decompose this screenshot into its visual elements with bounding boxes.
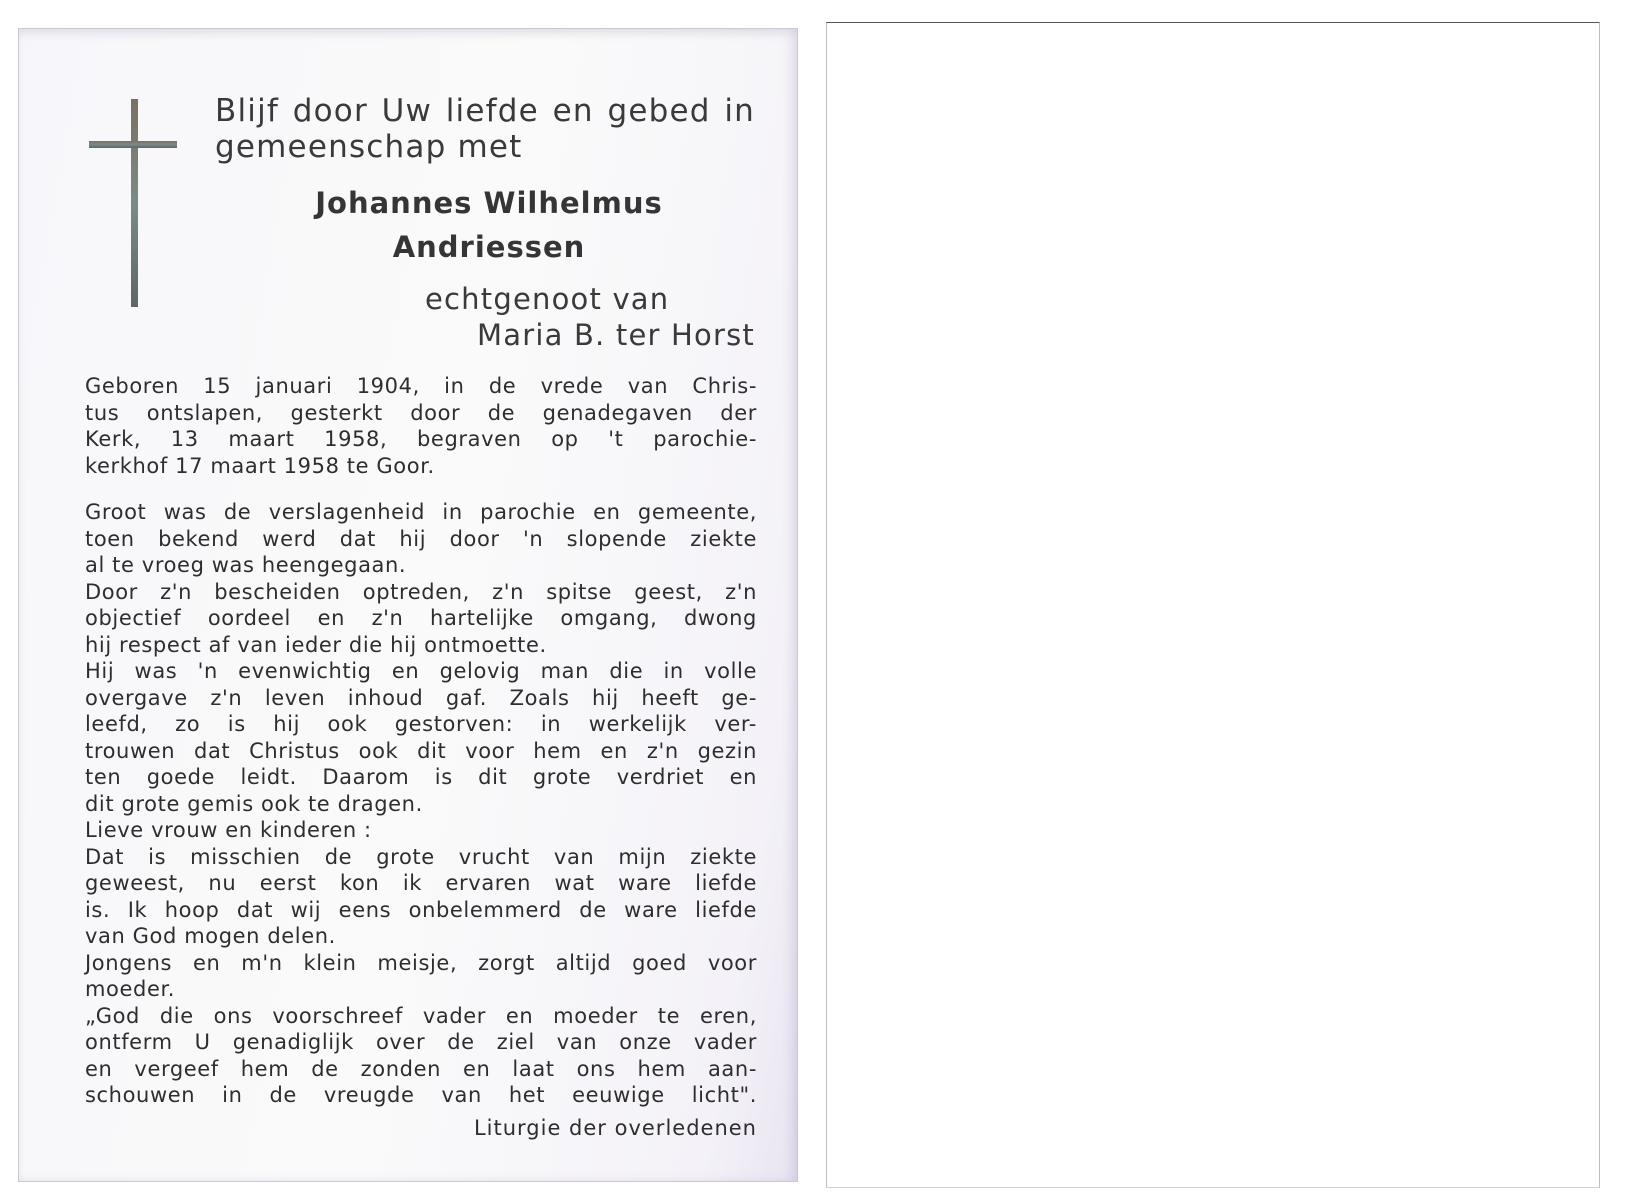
bodytext-line: Lieve vrouw en kinderen : <box>85 818 372 842</box>
bodytext-line: Dat is misschien de grote vrucht van mijn ziekte <box>85 844 757 869</box>
bodytext-line: en vergeef hem de zonden en laat ons hem aan- <box>85 1056 757 1081</box>
bodytext-line: hij respect af van ieder die hij ontmoette. <box>85 632 547 657</box>
bodytext-line: moeder. <box>85 977 176 1001</box>
name-line-2: Andriessen <box>392 230 586 264</box>
deceased-name <box>279 181 699 269</box>
bodytext-line: toen bekend werd dat hij door 'n slopende ziekte <box>85 526 757 551</box>
birth-line: Kerk, 13 maart 1958, begraven op 't parochie- <box>85 427 757 451</box>
bodytext-line: trouwen dat Christus ook dit voor hem en z'n gezin <box>85 738 757 763</box>
bodytext-line: Door z'n bescheiden optreden, z'n spitse geest, z'n <box>85 579 757 604</box>
spouse <box>425 281 755 353</box>
bodytext-line: geweest, nu eerst kon ik ervaren wat ware liefde <box>85 871 757 895</box>
bodytext-line: is. Ik hoop dat wij eens onbelemmerd de ware liefde <box>85 897 757 922</box>
heading-line-2: gemeenschap met <box>215 129 523 165</box>
bodytext-line: al te vroeg was heengegaan. <box>85 553 407 577</box>
bodytext-line: ten goede leidt. Daarom is dit grote verdriet en <box>85 765 757 789</box>
spouse-line-1: echtgenoot van <box>425 282 670 316</box>
bodytext-line: Groot was de verslagenheid in parochie en gemeente, <box>85 500 757 524</box>
bodytext-line: overgave z'n leven inhoud gaf. Zoals hij heeft ge- <box>85 685 757 710</box>
latin-cross-icon <box>89 97 179 309</box>
tribute-paragraph <box>85 499 757 1141</box>
memorial-card-front <box>18 28 798 1182</box>
spouse-line-2: Maria B. ter Horst <box>477 318 755 352</box>
birth-line: kerkhof 17 maart 1958 te Goor. <box>85 453 435 478</box>
name-line-1: Johannes Wilhelmus <box>315 186 663 220</box>
bodytext-line: schouwen in de vreugde van het eeuwige licht". <box>85 1083 757 1107</box>
bodytext-line: Liturgie der overledenen <box>473 1115 757 1140</box>
bodytext-line: Jongens en m'n klein meisje, zorgt altijd goed voor <box>85 950 757 975</box>
heading <box>215 93 755 165</box>
bodytext-line: „God die ons voorschreef vader en moeder te eren, <box>85 1003 757 1028</box>
heading-line-1: Blijf door Uw liefde en gebed in <box>215 93 755 129</box>
bodytext-line: ontferm U genadiglijk over de ziel van onze vader <box>85 1030 757 1054</box>
birth-line: tus ontslapen, gesterkt door de genadegaven der <box>85 400 757 425</box>
memorial-card-back <box>826 22 1600 1188</box>
bodytext-line: objectief oordeel en z'n hartelijke omgang, dwong <box>85 606 757 630</box>
bodytext-line: dit grote gemis ook te dragen. <box>85 791 423 816</box>
birth-line: Geboren 15 januari 1904, in de vrede van Chris- <box>85 374 757 398</box>
birth-death-paragraph <box>85 373 757 479</box>
bodytext-line: van God mogen delen. <box>85 924 336 948</box>
bodytext-line: Hij was 'n evenwichtig en gelovig man die in volle <box>85 659 757 683</box>
bodytext-line: leefd, zo is hij ook gestorven: in werkelijk ver- <box>85 712 757 736</box>
